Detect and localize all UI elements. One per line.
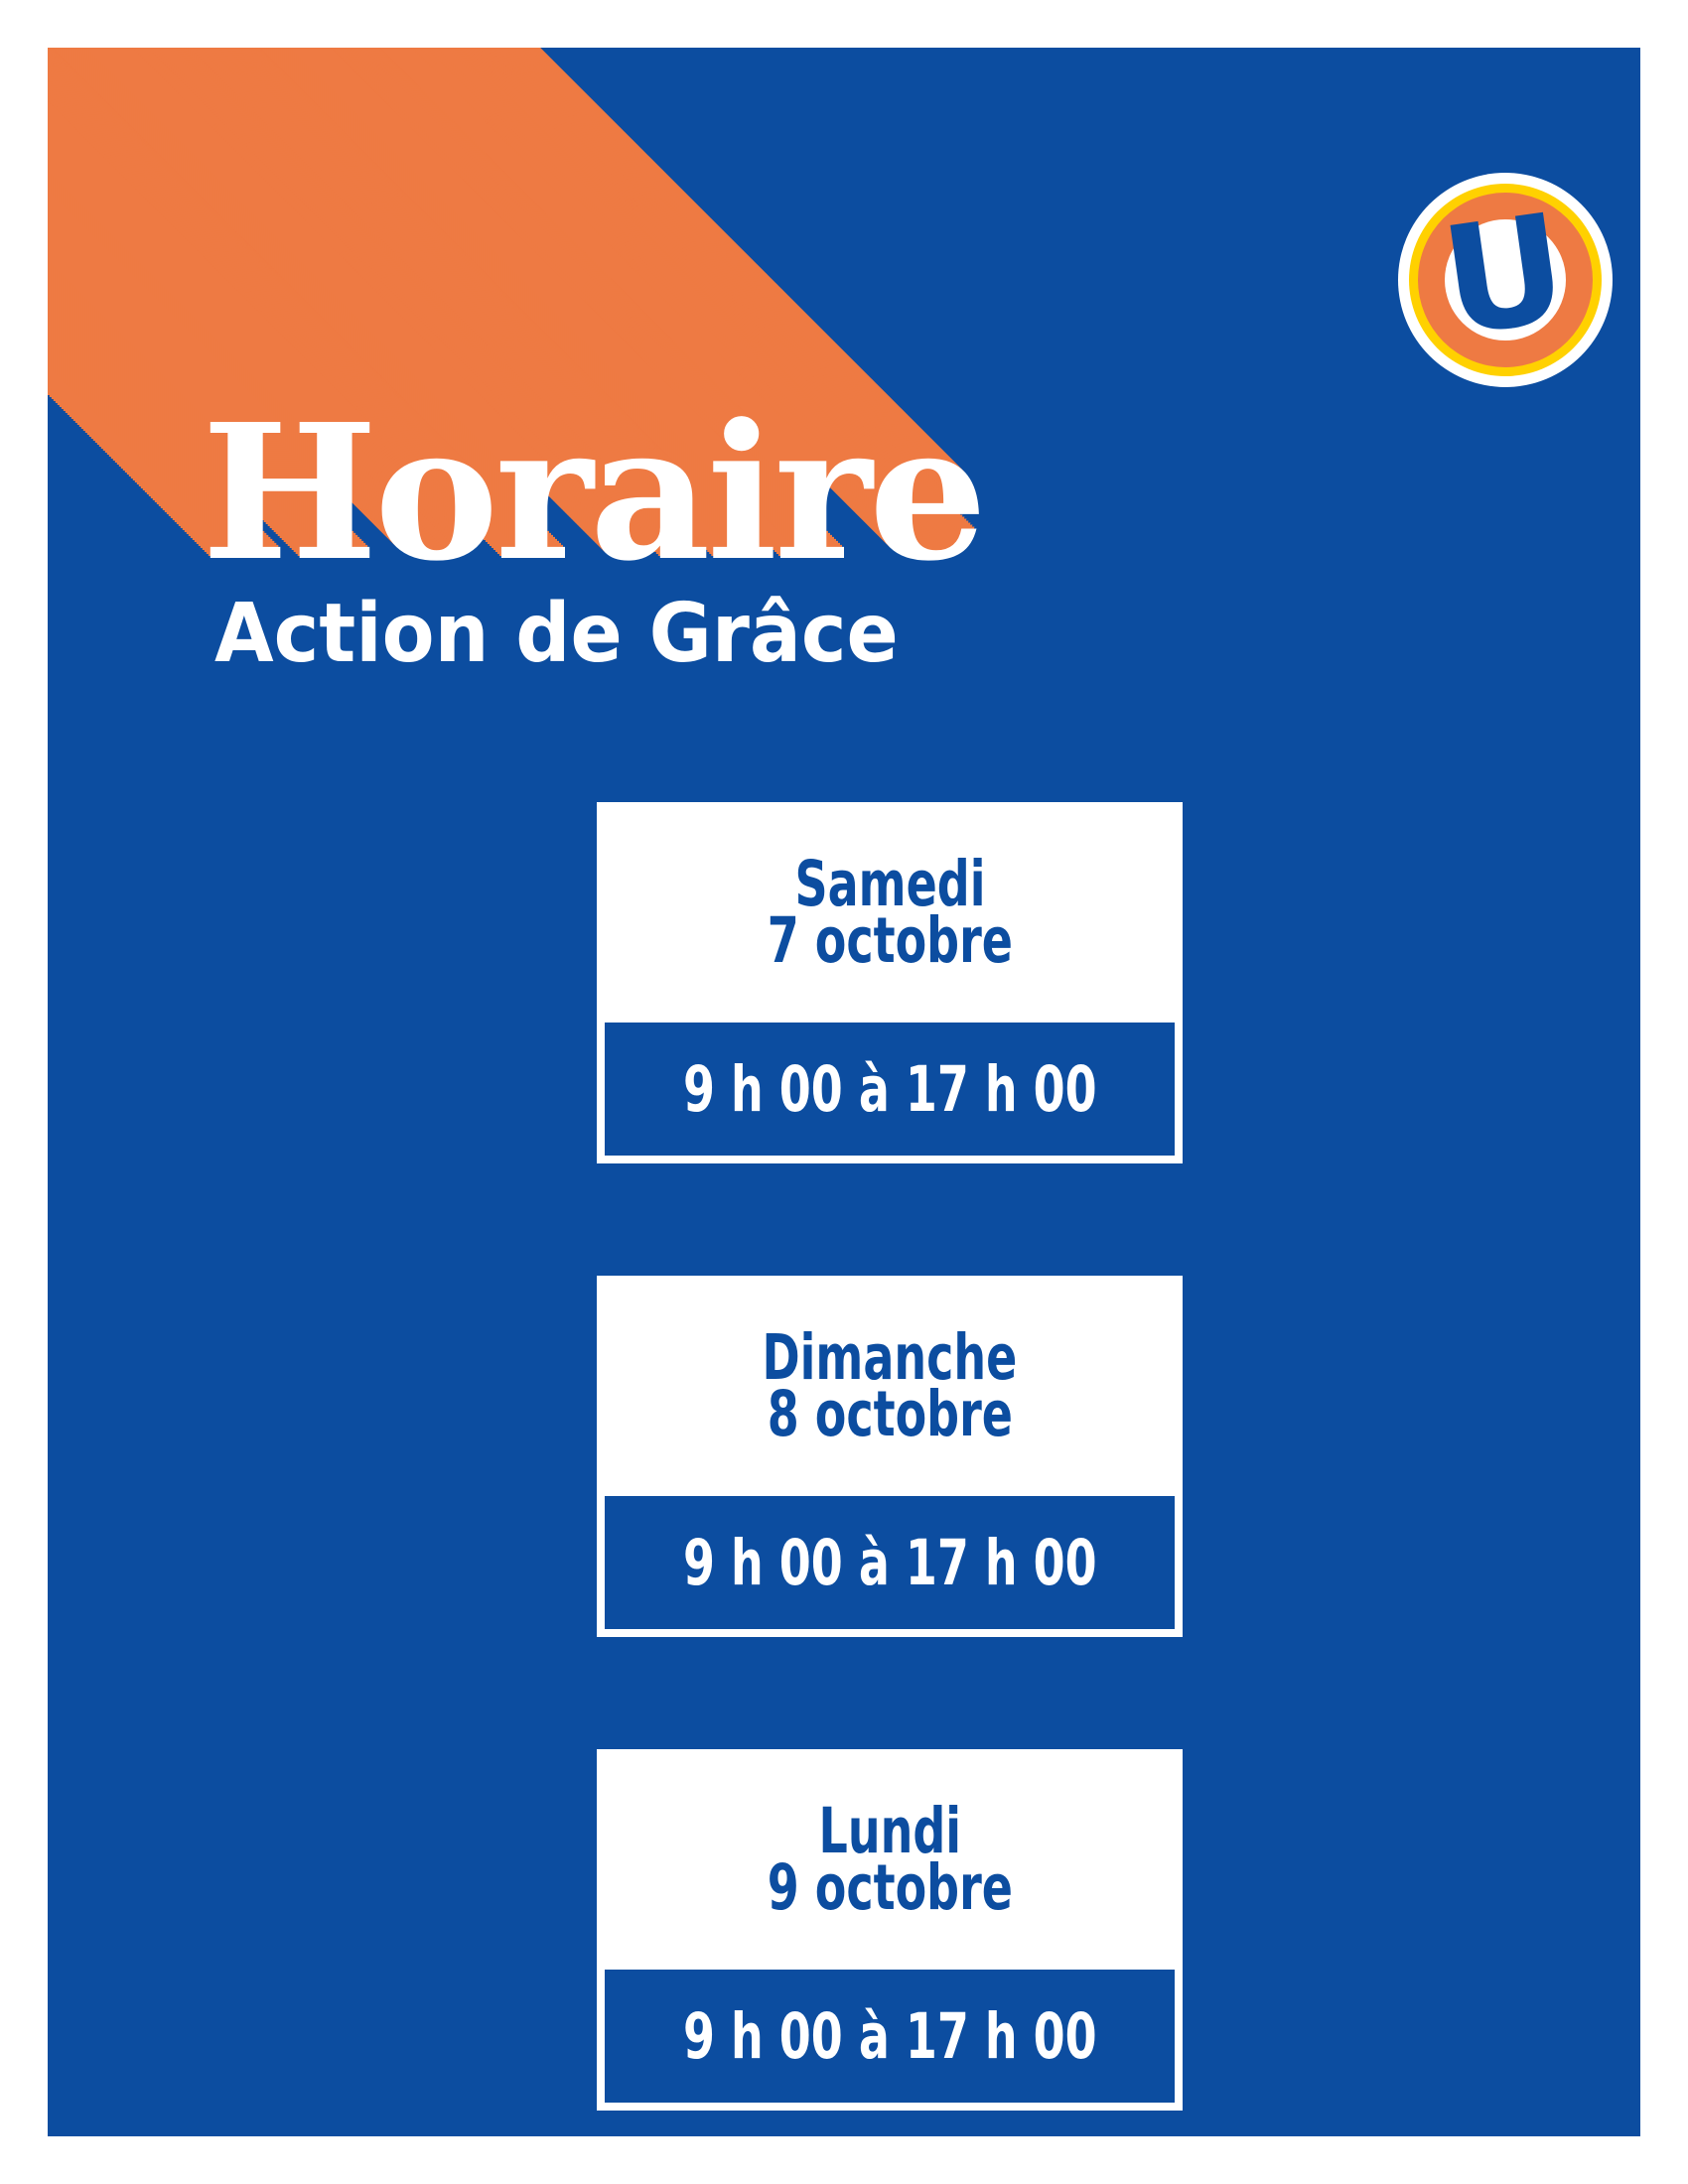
card-date-label: 9 octobre: [767, 1851, 1013, 1924]
card-date-label: 7 octobre: [767, 904, 1013, 977]
card-day-label: Lundi: [818, 1795, 961, 1867]
uniprix-logo: [1398, 173, 1613, 387]
logo-yellow-ring: [1409, 184, 1602, 376]
card-hours-label: 9 h 00 à 17 h 00: [682, 1052, 1097, 1126]
schedule-card-sunday: [597, 1276, 1183, 1637]
page-title: Horaire: [202, 383, 984, 603]
card-hours-band: [605, 1496, 1175, 1629]
card-date-area: [605, 1276, 1175, 1496]
card-date-area: [605, 802, 1175, 1023]
logo-orange-ring: [1418, 182, 1593, 370]
schedule-card-list: [597, 802, 1183, 2111]
schedule-card-monday: [597, 1749, 1183, 2111]
card-date-label: 8 octobre: [767, 1378, 1013, 1450]
card-day-label: Samedi: [794, 848, 985, 920]
card-hours-band: [605, 1023, 1175, 1156]
card-date-area: [605, 1749, 1175, 1970]
logo-letter-u: U: [1433, 182, 1577, 370]
card-hours-label: 9 h 00 à 17 h 00: [682, 1526, 1097, 1599]
card-hours-band: [605, 1970, 1175, 2103]
page-subtitle: Action de Grâce: [214, 587, 899, 681]
poster-background: [48, 48, 1640, 2136]
card-day-label: Dimanche: [762, 1321, 1018, 1394]
card-hours-label: 9 h 00 à 17 h 00: [682, 1999, 1097, 2073]
logo-inner-disc: [1433, 182, 1577, 370]
schedule-card-saturday: [597, 802, 1183, 1163]
